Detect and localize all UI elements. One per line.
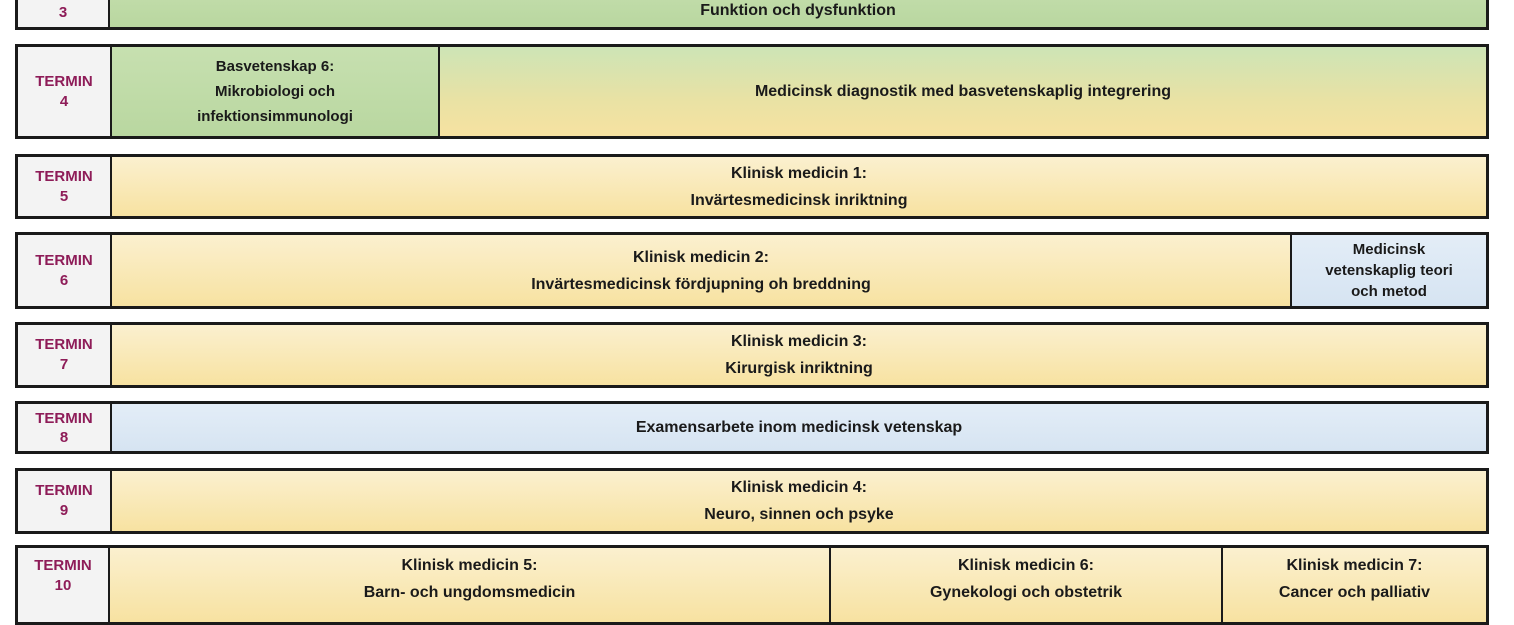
course-klinisk-medicin-4 <box>112 471 1486 531</box>
term-number: 8 <box>59 428 69 446</box>
termin-6-label <box>18 235 112 306</box>
termin-6-row <box>15 232 1489 309</box>
course-klinisk-medicin-5 <box>110 548 829 622</box>
term-label: TERMIN <box>35 251 93 269</box>
course-klinisk-medicin-6 <box>829 548 1221 622</box>
course-examensarbete <box>112 404 1486 451</box>
termin-3-row <box>15 0 1489 30</box>
course-text: Basvetenskap 6: <box>215 58 335 75</box>
course-text: infektionsimmunologi <box>197 108 353 125</box>
course-text: Gynekologi och obstetrik <box>929 584 1123 601</box>
termin-10-row <box>15 545 1489 625</box>
course-medicinsk-vetenskaplig-teori <box>1290 235 1486 306</box>
termin-4-label <box>18 47 112 136</box>
course-basvetenskap-6 <box>112 47 438 136</box>
termin-7-label <box>18 325 112 385</box>
term-number: 5 <box>59 187 69 205</box>
course-text: Invärtesmedicinsk inriktning <box>690 191 908 209</box>
course-funktion-och-dysfunktion <box>110 0 1486 27</box>
term-label: TERMIN <box>35 336 93 353</box>
term-label: TERMIN <box>35 167 93 185</box>
termin-7-row <box>15 322 1489 388</box>
course-text: Barn- och ungdomsmedicin <box>363 584 576 601</box>
term-label: TERMIN <box>35 409 93 427</box>
course-medicinsk-diagnostik <box>438 47 1486 136</box>
termin-9-label <box>18 471 112 531</box>
course-klinisk-medicin-2 <box>112 235 1290 306</box>
course-text: Cancer och palliativ <box>1278 584 1431 601</box>
course-text: Klinisk medicin 2: <box>632 248 770 266</box>
term-number: 10 <box>54 577 72 594</box>
term-number: 6 <box>59 271 69 289</box>
termin-3-label <box>18 0 110 27</box>
termin-10-label <box>18 548 110 622</box>
term-number: 9 <box>59 502 69 519</box>
term-number: 7 <box>59 356 69 373</box>
course-text: vetenskaplig teori <box>1325 262 1453 279</box>
course-text: Klinisk medicin 4: <box>730 479 868 496</box>
course-text: och metod <box>1351 283 1427 300</box>
course-text: Klinisk medicin 3: <box>730 333 868 350</box>
course-text: Mikrobiologi och <box>215 83 335 100</box>
course-klinisk-medicin-3 <box>112 325 1486 385</box>
course-text: Klinisk medicin 7: <box>1286 557 1423 574</box>
course-text: Examensarbete inom medicinsk vetenskap <box>635 419 963 436</box>
term-label: TERMIN <box>35 482 93 499</box>
termin-5-label <box>18 157 112 216</box>
termin-5-row <box>15 154 1489 219</box>
course-klinisk-medicin-1 <box>112 157 1486 216</box>
course-klinisk-medicin-7 <box>1221 548 1486 622</box>
term-label: TERMIN <box>35 72 93 90</box>
course-text: Medicinsk <box>1352 241 1426 258</box>
course-text: Kirurgisk inriktning <box>725 360 873 377</box>
term-label: TERMIN <box>34 557 92 574</box>
termin-8-label <box>18 404 112 451</box>
term-number: 4 <box>59 92 69 110</box>
course-text: Funktion och dysfunktion <box>700 2 896 19</box>
termin-8-row <box>15 401 1489 454</box>
course-text: Klinisk medicin 5: <box>401 557 538 574</box>
term-number: 3 <box>58 4 68 21</box>
course-text: Invärtesmedicinsk fördjupning oh breddning <box>531 275 871 293</box>
termin-9-row <box>15 468 1489 534</box>
course-text: Klinisk medicin 1: <box>730 164 868 182</box>
course-text: Neuro, sinnen och psyke <box>704 506 894 523</box>
termin-4-row <box>15 44 1489 139</box>
course-text: Medicinsk diagnostik med basvetenskaplig integrering <box>754 83 1172 100</box>
course-text: Klinisk medicin 6: <box>957 557 1095 574</box>
